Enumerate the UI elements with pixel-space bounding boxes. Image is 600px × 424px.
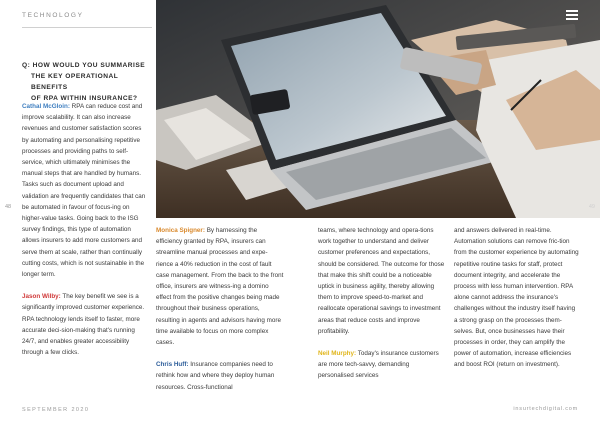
menu-icon[interactable] [566, 10, 578, 20]
column-3 [318, 225, 446, 393]
question-line-1: Q: HOW WOULD YOU SUMMARISE [22, 62, 146, 69]
answer-neil [318, 348, 446, 382]
answer-text: RPA can reduce cost and improve scalability. It can also increase revenues and customer satisfaction scores by automating and personalising repetitive processes and providing paths to self-service, which ultimately minimises the manual steps that are handled by humans. Tasks such as document upload and validation are frequently candidates that can be automated in favour of focus-ing on higher-value tasks. Going back to the ISG survey findings, this type of automation allows insurers to add more customers and serve them at scale, rather than continually cutting costs, which is not sustainable in the longer term. [22, 103, 146, 279]
speaker-name: Neil Murphy: [318, 350, 357, 358]
column-2 [156, 225, 284, 404]
answer-text: Insurance companies need to rethink how and where they deploy human resources. Cross-functional [156, 361, 275, 391]
answer-monica [156, 225, 284, 348]
answer-chris [156, 359, 284, 393]
footer-date: SEPTEMBER 2020 [22, 407, 90, 413]
answer-neil-cont [454, 225, 580, 371]
laptop-desk-image [156, 0, 600, 218]
speaker-name: Chris Huff: [156, 361, 189, 369]
answer-text: and answers delivered in real-time. Automation solutions can remove fric-tion from the customer experience by automating repetitive routine tasks for staff, protect document integrity, and accelerate the process with less human intervention. RPA alone cannot address the insurance's challenges without the industry itself having a strong grasp on the processes them-selves. But, once businesses have their processes in order, they can amplify the power of automation, increase efficiencies and boost ROI (return on investment). [454, 227, 579, 369]
page-number-left: 48 [5, 204, 12, 210]
speaker-name: Monica Spigner: [156, 227, 205, 234]
speaker-name: Jason Wilby: [22, 293, 61, 301]
question-line-2: THE KEY OPERATIONAL BENEFITS [31, 73, 119, 91]
answer-jason [22, 291, 146, 358]
footer-site[interactable]: insurtechdigital.com [513, 406, 578, 412]
speaker-name: Cathal McGloin: [22, 103, 70, 110]
column-4 [454, 225, 580, 382]
column-1 [22, 101, 146, 369]
answer-text: teams, where technology and opera-tions work together to understand and deliver customer preferences and expectations, should be considered. The outcome for those that make this shift could be a noticeable uptick in business agility, thereby allowing them to improve speed-to-market and reallocate operational savings to investment areas that reduce costs and improve profitability. [318, 227, 445, 335]
answer-cathal [22, 101, 146, 280]
answer-chris-cont [318, 225, 446, 337]
question-line-3: OF RPA WITHIN INSURANCE? [31, 95, 138, 102]
question-heading [22, 60, 152, 104]
section-label: TECHNOLOGY [22, 12, 84, 19]
header-rule [22, 27, 152, 28]
answer-text: By harnessing the efficiency granted by RPA, insurers can streamline manual processes and expe-rience a 40% reduction in the cost of fault case management. From the back to the front office, insurers are witness-ing a domino effect from the positive changes being made throughout their business operations, resulting in agents and advisors having more time available to focus on more complex cases. [156, 227, 284, 347]
answer-text: Today's insurance customers are more tech-savvy, demanding personalised services [318, 350, 439, 380]
hero-photo [156, 0, 600, 218]
answer-text: The key benefit we see is a significantly improved customer experience. RPA technology lends itself to faster, more accurate deci-sion-making that's running 24/7, and enables greater accessibility through a few clicks. [22, 293, 145, 357]
page-number-right: 49 [588, 204, 595, 210]
